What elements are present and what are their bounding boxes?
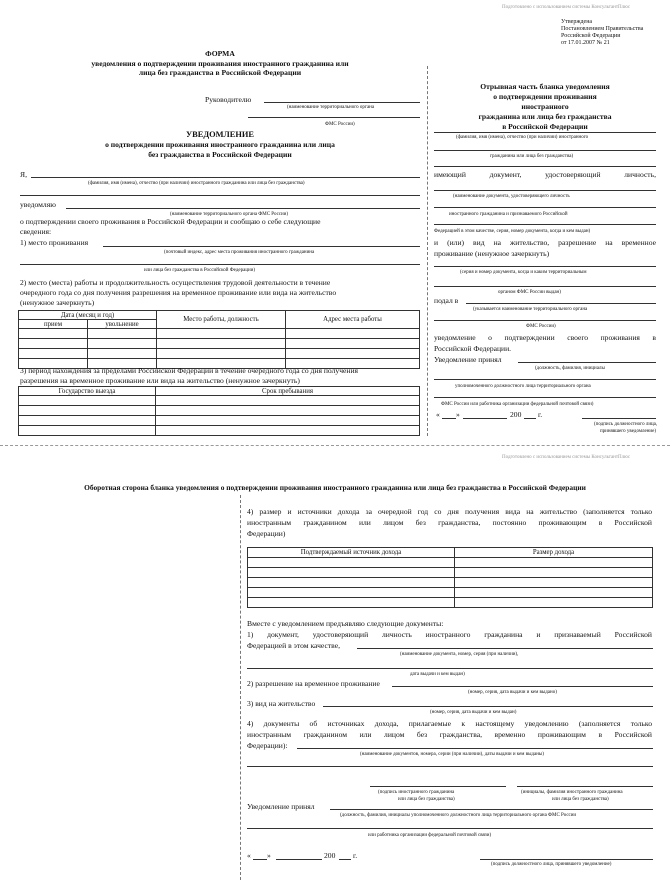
form-subtitle: уведомления о подтверждении проживания иностранного гражданина или (91, 59, 349, 68)
applicant-name-field[interactable] (31, 177, 420, 178)
period-table: Государство выезда Срок пребывания (18, 386, 420, 436)
doc3-field[interactable] (323, 706, 653, 707)
applicant-sign-field[interactable] (370, 786, 506, 787)
back-fold-line (240, 495, 241, 880)
doc1-field[interactable] (357, 648, 653, 649)
work-table: Дата (месяц и год) Место работы, должность Адрес места работы прием увольнение (18, 310, 420, 369)
page-divider (0, 445, 670, 446)
fms-field[interactable] (66, 208, 420, 209)
doc4-field[interactable] (297, 748, 653, 749)
form-title: ФОРМА (205, 49, 235, 58)
head-field[interactable] (264, 102, 420, 103)
notice-title: УВЕДОМЛЕНИЕ (186, 130, 254, 139)
applicant-initials-field[interactable] (517, 786, 653, 787)
tear-sign-field[interactable] (582, 418, 656, 419)
back-title: Оборотная сторона бланка уведомления о подтверждении проживания иностранного гражданина или лица без гражданства в Российской Федерации (84, 483, 586, 492)
doc2-field[interactable] (392, 686, 653, 687)
back-sign-field[interactable] (480, 859, 653, 860)
residence-field[interactable] (103, 246, 420, 247)
tear-line (427, 66, 428, 436)
income-table: Подтверждаемый источник дохода Размер дохода (247, 547, 653, 608)
form-subtitle-2: лица без гражданства в Российской Федерации (138, 68, 302, 77)
head-label: Руководителю (205, 95, 252, 104)
watermark: Подготовлено с использованием системы КонсультантПлюс (502, 5, 631, 10)
filed-field[interactable] (466, 303, 656, 304)
watermark-2: Подготовлено с использованием системы КонсультантПлюс (502, 455, 631, 460)
back-accepted-field[interactable] (330, 809, 653, 810)
accepted-field[interactable] (518, 362, 656, 363)
